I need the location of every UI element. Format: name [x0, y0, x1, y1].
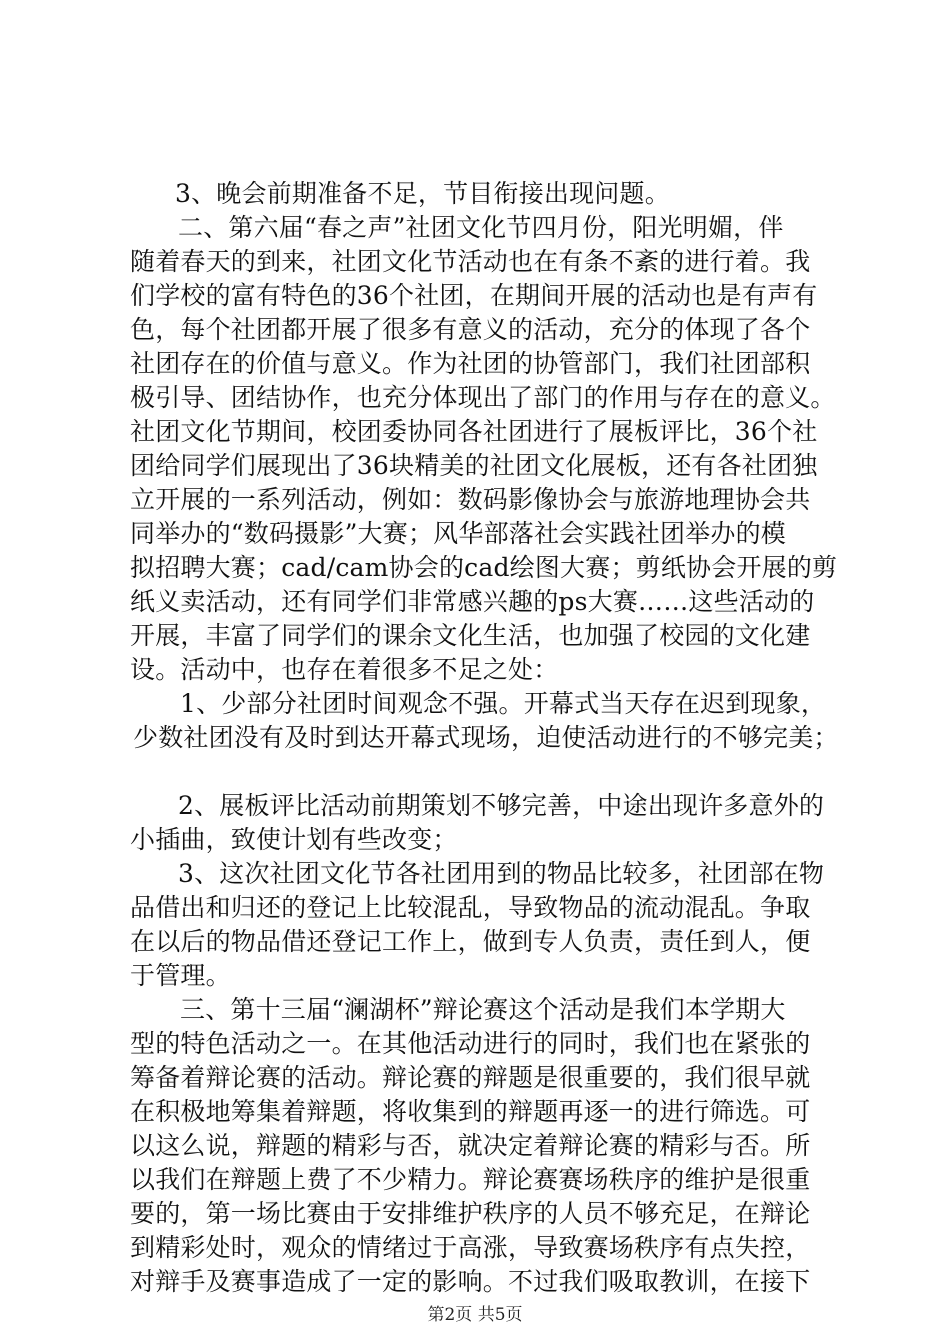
- text-line: 在以后的物品借还登记工作上，做到专人负责，责任到人，便: [130, 927, 811, 956]
- text-line: 对辩手及赛事造成了一定的影响。不过我们吸取教训，在接下: [130, 1267, 811, 1296]
- text-line: 团给同学们展现出了36块精美的社团文化展板，还有各社团独: [130, 451, 818, 480]
- text-line: 于管理。: [130, 961, 231, 990]
- text-line: 设。活动中，也存在着很多不足之处：: [130, 655, 559, 684]
- text-line: 筹备着辩论赛的活动。辩论赛的辩题是很重要的，我们很早就: [130, 1063, 811, 1092]
- text-line: 开展，丰富了同学们的课余文化生活，也加强了校园的文化建: [130, 621, 811, 650]
- text-line: 极引导、团结协作，也充分体现出了部门的作用与存在的意义。: [130, 383, 836, 412]
- text-line: 二、第六届“春之声”社团文化节四月份，阳光明媚，伴: [178, 213, 784, 242]
- text-line: 社团存在的价值与意义。作为社团的协管部门，我们社团部积: [130, 349, 811, 378]
- text-line: 三、第十三届“澜湖杯”辩论赛这个活动是我们本学期大: [180, 995, 786, 1024]
- text-line: 到精彩处时，观众的情绪过于高涨，导致赛场秩序有点失控，: [130, 1233, 811, 1262]
- text-line: 们学校的富有特色的36个社团，在期间开展的活动也是有声有: [130, 281, 818, 310]
- text-line: 色，每个社团都开展了很多有意义的活动，充分的体现了各个: [130, 315, 811, 344]
- text-line: 以这么说，辩题的精彩与否，就决定着辩论赛的精彩与否。所: [130, 1131, 811, 1160]
- text-line: 型的特色活动之一。在其他活动进行的同时，我们也在紧张的: [130, 1029, 811, 1058]
- text-line: 社团文化节期间，校团委协同各社团进行了展板评比，36个社: [130, 417, 818, 446]
- text-line: 立开展的一系列活动，例如：数码影像协会与旅游地理协会共: [130, 485, 811, 514]
- page-footer: 第2页 共5页: [427, 1305, 523, 1325]
- text-line: 在积极地筹集着辩题，将收集到的辩题再逐一的进行筛选。可: [130, 1097, 811, 1126]
- text-line: 拟招聘大赛；cad/cam协会的cad绘图大赛；剪纸协会开展的剪: [130, 553, 838, 582]
- text-line: 要的，第一场比赛由于安排维护秩序的人员不够充足，在辩论: [130, 1199, 811, 1228]
- text-line: 1、少部分社团时间观念不强。开幕式当天存在迟到现象，: [180, 689, 827, 718]
- text-line: 少数社团没有及时到达开幕式现场，迫使活动进行的不够完美；: [133, 723, 839, 752]
- text-line: 3、晚会前期准备不足，节目衔接出现问题。: [175, 179, 670, 208]
- text-line: 品借出和归还的登记上比较混乱，导致物品的流动混乱。争取: [130, 893, 811, 922]
- text-line: 纸义卖活动，还有同学们非常感兴趣的ps大赛……这些活动的: [130, 587, 815, 616]
- text-line: 随着春天的到来，社团文化节活动也在有条不紊的进行着。我: [130, 247, 811, 276]
- text-line: 2、展板评比活动前期策划不够完善，中途出现许多意外的: [178, 791, 825, 820]
- text-line: 3、这次社团文化节各社团用到的物品比较多，社团部在物: [178, 859, 825, 888]
- text-line: 小插曲，致使计划有些改变；: [130, 825, 458, 854]
- text-line: 同举办的“数码摄影”大赛；风华部落社会实践社团举办的模: [130, 519, 786, 548]
- text-line: 以我们在辩题上费了不少精力。辩论赛赛场秩序的维护是很重: [130, 1165, 811, 1194]
